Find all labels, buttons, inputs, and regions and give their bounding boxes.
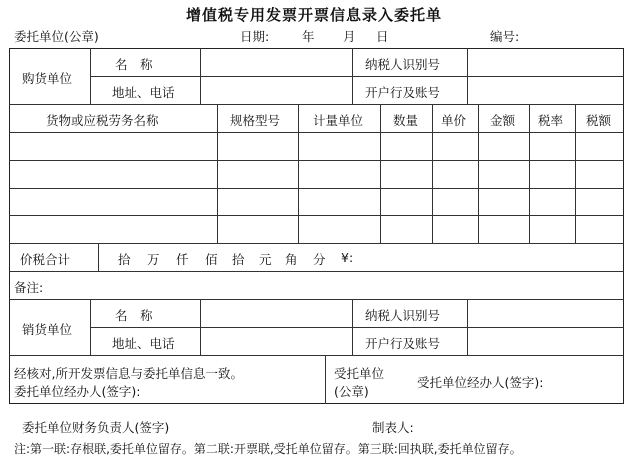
buyer-name-field[interactable] (202, 50, 350, 74)
principal-agent-signature-label: 委托单位经办人(签字): (14, 384, 141, 399)
copy-distribution-note: 注:第一联:存根联,委托单位留存。第二联:开票联,受托单位留存。第三联:回执联,委托单位留存。 (14, 442, 522, 456)
verification-statement: 经核对,所开发票信息与委托单信息一致。 (14, 366, 243, 381)
date-year-label: 年 (302, 29, 315, 44)
total-unit-fen: 分 (313, 252, 326, 267)
total-currency-symbol: ¥: (341, 250, 354, 265)
trustee-agent-signature-label: 受托单位经办人(签字): (417, 375, 544, 390)
buyer-tax-id-label: 纳税人识别号 (365, 57, 441, 72)
finance-head-signature-label: 委托单位财务负责人(签字) (22, 420, 170, 435)
date-label: 日期: (240, 29, 270, 44)
col-header-tax-rate: 税率 (538, 113, 564, 128)
remarks-label: 备注: (14, 280, 44, 295)
total-unit-yuan: 元 (259, 252, 272, 267)
total-unit-jiao: 角 (285, 252, 298, 267)
col-header-goods-name: 货物或应税劳务名称 (46, 113, 159, 128)
preparer-label: 制表人: (372, 420, 414, 435)
col-header-unit: 计量单位 (313, 113, 364, 128)
col-header-tax-amount: 税额 (586, 113, 612, 128)
buyer-address-phone-label: 地址、电话 (112, 85, 175, 100)
buyer-bank-account-label: 开户行及账号 (365, 85, 441, 100)
buyer-section-label: 购货单位 (22, 71, 73, 86)
buyer-bank-account-field[interactable] (469, 78, 622, 102)
trustee-seal-label: (公章) (334, 384, 369, 399)
goods-row[interactable] (10, 216, 623, 242)
goods-row[interactable] (10, 133, 623, 159)
total-unit-qian: 仟 (176, 252, 189, 267)
trustee-unit-label: 受托单位 (334, 366, 385, 381)
goods-row[interactable] (10, 161, 623, 187)
seller-tax-id-label: 纳税人识别号 (365, 308, 441, 323)
buyer-address-phone-field[interactable] (202, 78, 350, 102)
total-unit-shi-2: 拾 (232, 252, 245, 267)
seller-bank-account-label: 开户行及账号 (365, 336, 441, 351)
seller-bank-account-field[interactable] (469, 329, 622, 353)
form-title: 增值税专用发票开票信息录入委托单 (186, 6, 443, 24)
remarks-field[interactable] (50, 273, 622, 297)
seller-tax-id-field[interactable] (469, 301, 622, 325)
seller-name-label: 名 称 (115, 308, 153, 323)
goods-row[interactable] (10, 189, 623, 214)
col-header-amount: 金额 (490, 113, 516, 128)
col-header-quantity: 数量 (393, 113, 419, 128)
total-unit-bai: 佰 (205, 252, 218, 267)
total-label: 价税合计 (20, 252, 71, 267)
date-day-label: 日 (376, 29, 389, 44)
col-header-unit-price: 单价 (441, 113, 467, 128)
total-amount-field[interactable] (360, 245, 622, 269)
seller-name-field[interactable] (202, 301, 350, 325)
principal-seal-label: 委托单位(公章) (14, 29, 99, 44)
col-header-spec-model: 规格型号 (230, 113, 281, 128)
buyer-tax-id-field[interactable] (469, 50, 622, 74)
serial-number-label: 编号: (490, 29, 520, 44)
seller-section-label: 销货单位 (22, 322, 73, 337)
total-unit-wan: 万 (147, 252, 160, 267)
date-month-label: 月 (343, 29, 356, 44)
seller-address-phone-field[interactable] (202, 329, 350, 353)
seller-address-phone-label: 地址、电话 (112, 336, 175, 351)
buyer-name-label: 名 称 (115, 57, 153, 72)
total-unit-shi: 拾 (118, 252, 131, 267)
